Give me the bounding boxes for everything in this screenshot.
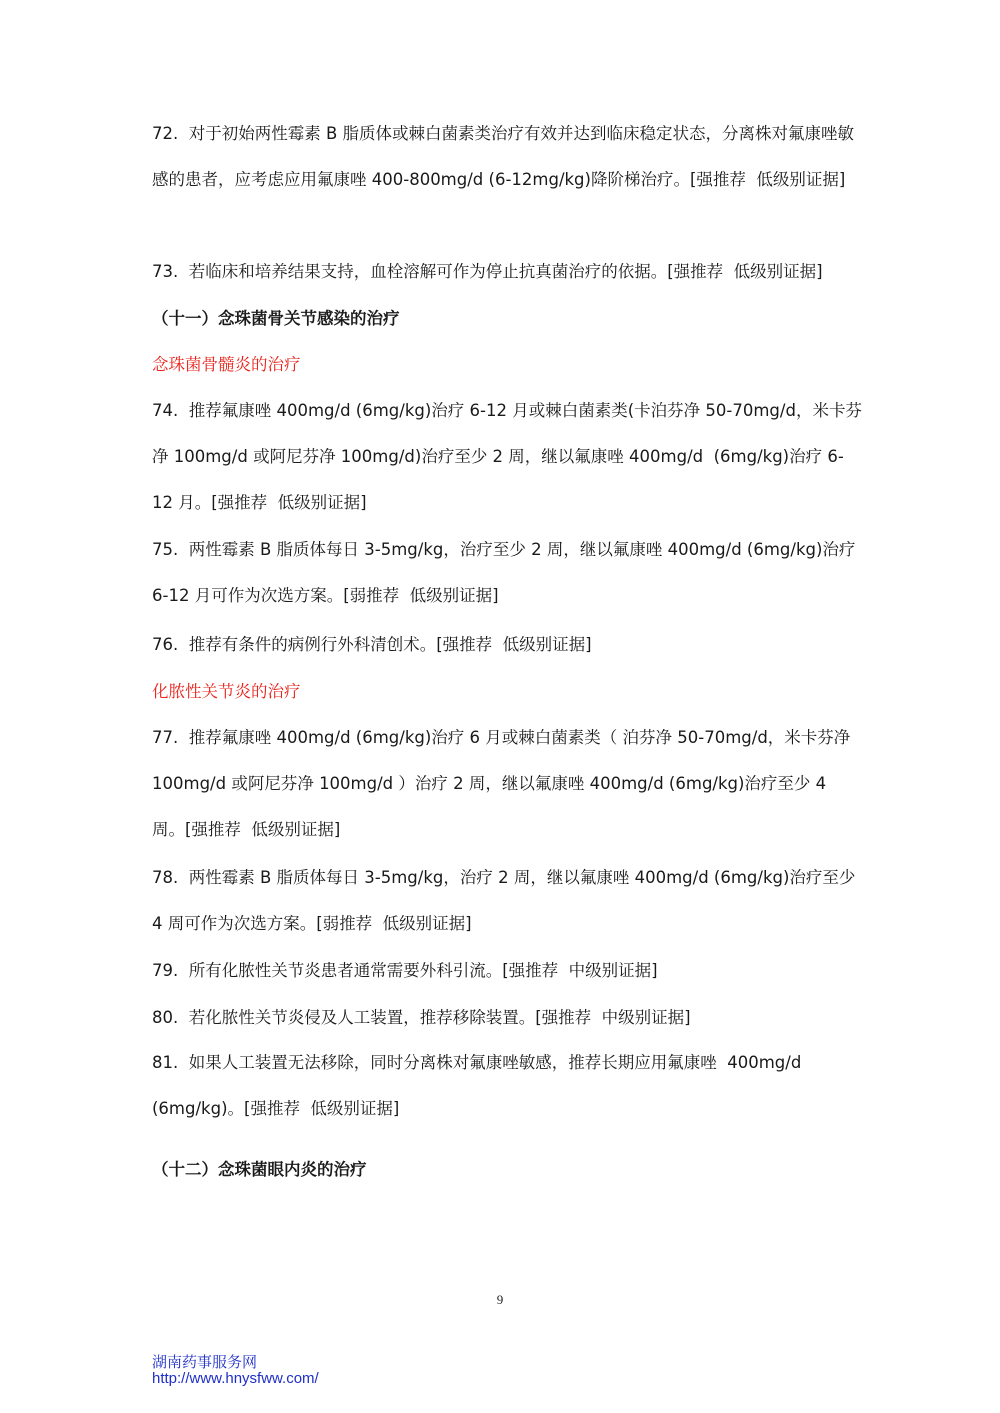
paragraph-73: 73. 若临床和培养结果支持，血栓溶解可作为停止抗真菌治疗的依据。[强推荐 低级别证据] — [152, 262, 823, 281]
paragraph-75: 75. 两性霉素 B 脂质体每日 3-5mg/kg，治疗至少 2 周，继以氟康唑 400mg/d (6mg/kg)治疗 6-12 月可作为次选方案。[弱推荐 低级别证据] — [152, 540, 861, 605]
footer-url-link[interactable]: http://www.hnysfww.com/ — [152, 1370, 319, 1387]
page-number: 9 — [496, 1292, 504, 1307]
paragraph-72: 72. 对于初始两性霉素 B 脂质体或棘白菌素类治疗有效并达到临床稳定状态，分离株对氟康唑敏感的患者，应考虑应用氟康唑 400-800mg/d (6-12mg/kg)降阶梯治疗。[强推荐 低级别证据] — [152, 124, 855, 189]
paragraph-77: 77. 推荐氟康唑 400mg/d (6mg/kg)治疗 6 月或棘白菌素类（ 泊芬净 50-70mg/d，米卡芬净 100mg/d 或阿尼芬净 100mg/d ）治疗 2 周，继以氟康唑 400mg/d (6mg/kg)治疗至少 4 周。[强推荐 低级别证据] — [152, 728, 856, 839]
subheading-osteomyelitis: 念珠菌骨髓炎的治疗 — [152, 355, 301, 374]
subheading-septic-arthritis: 化脓性关节炎的治疗 — [152, 682, 301, 701]
paragraph-76: 76. 推荐有条件的病例行外科清创术。[强推荐 低级别证据] — [152, 635, 592, 654]
section-heading-12: （十二）念珠菌眼内炎的治疗 — [152, 1160, 367, 1179]
section-heading-11: （十一）念珠菌骨关节感染的治疗 — [152, 309, 400, 328]
paragraph-80: 80. 若化脓性关节炎侵及人工装置，推荐移除装置。[强推荐 中级别证据] — [152, 1008, 691, 1027]
paragraph-74: 74. 推荐氟康唑 400mg/d (6mg/kg)治疗 6-12 月或棘白菌素类(卡泊芬净 50-70mg/d，米卡芬净 100mg/d 或阿尼芬净 100mg/d)治疗至少 2 周，继以氟康唑 400mg/d (6mg/kg)治疗 6-12 月。[强推荐 低级别证据] — [152, 401, 862, 512]
paragraph-79: 79. 所有化脓性关节炎患者通常需要外科引流。[强推荐 中级别证据] — [152, 961, 658, 980]
paragraph-81: 81. 如果人工装置无法移除，同时分离株对氟康唑敏感，推荐长期应用氟康唑 400mg/d (6mg/kg)。[强推荐 低级别证据] — [152, 1053, 807, 1118]
paragraph-78: 78. 两性霉素 B 脂质体每日 3-5mg/kg，治疗 2 周，继以氟康唑 400mg/d (6mg/kg)治疗至少 4 周可作为次选方案。[弱推荐 低级别证据] — [152, 868, 861, 933]
footer-site-name: 湖南药事服务网 — [152, 1353, 258, 1371]
